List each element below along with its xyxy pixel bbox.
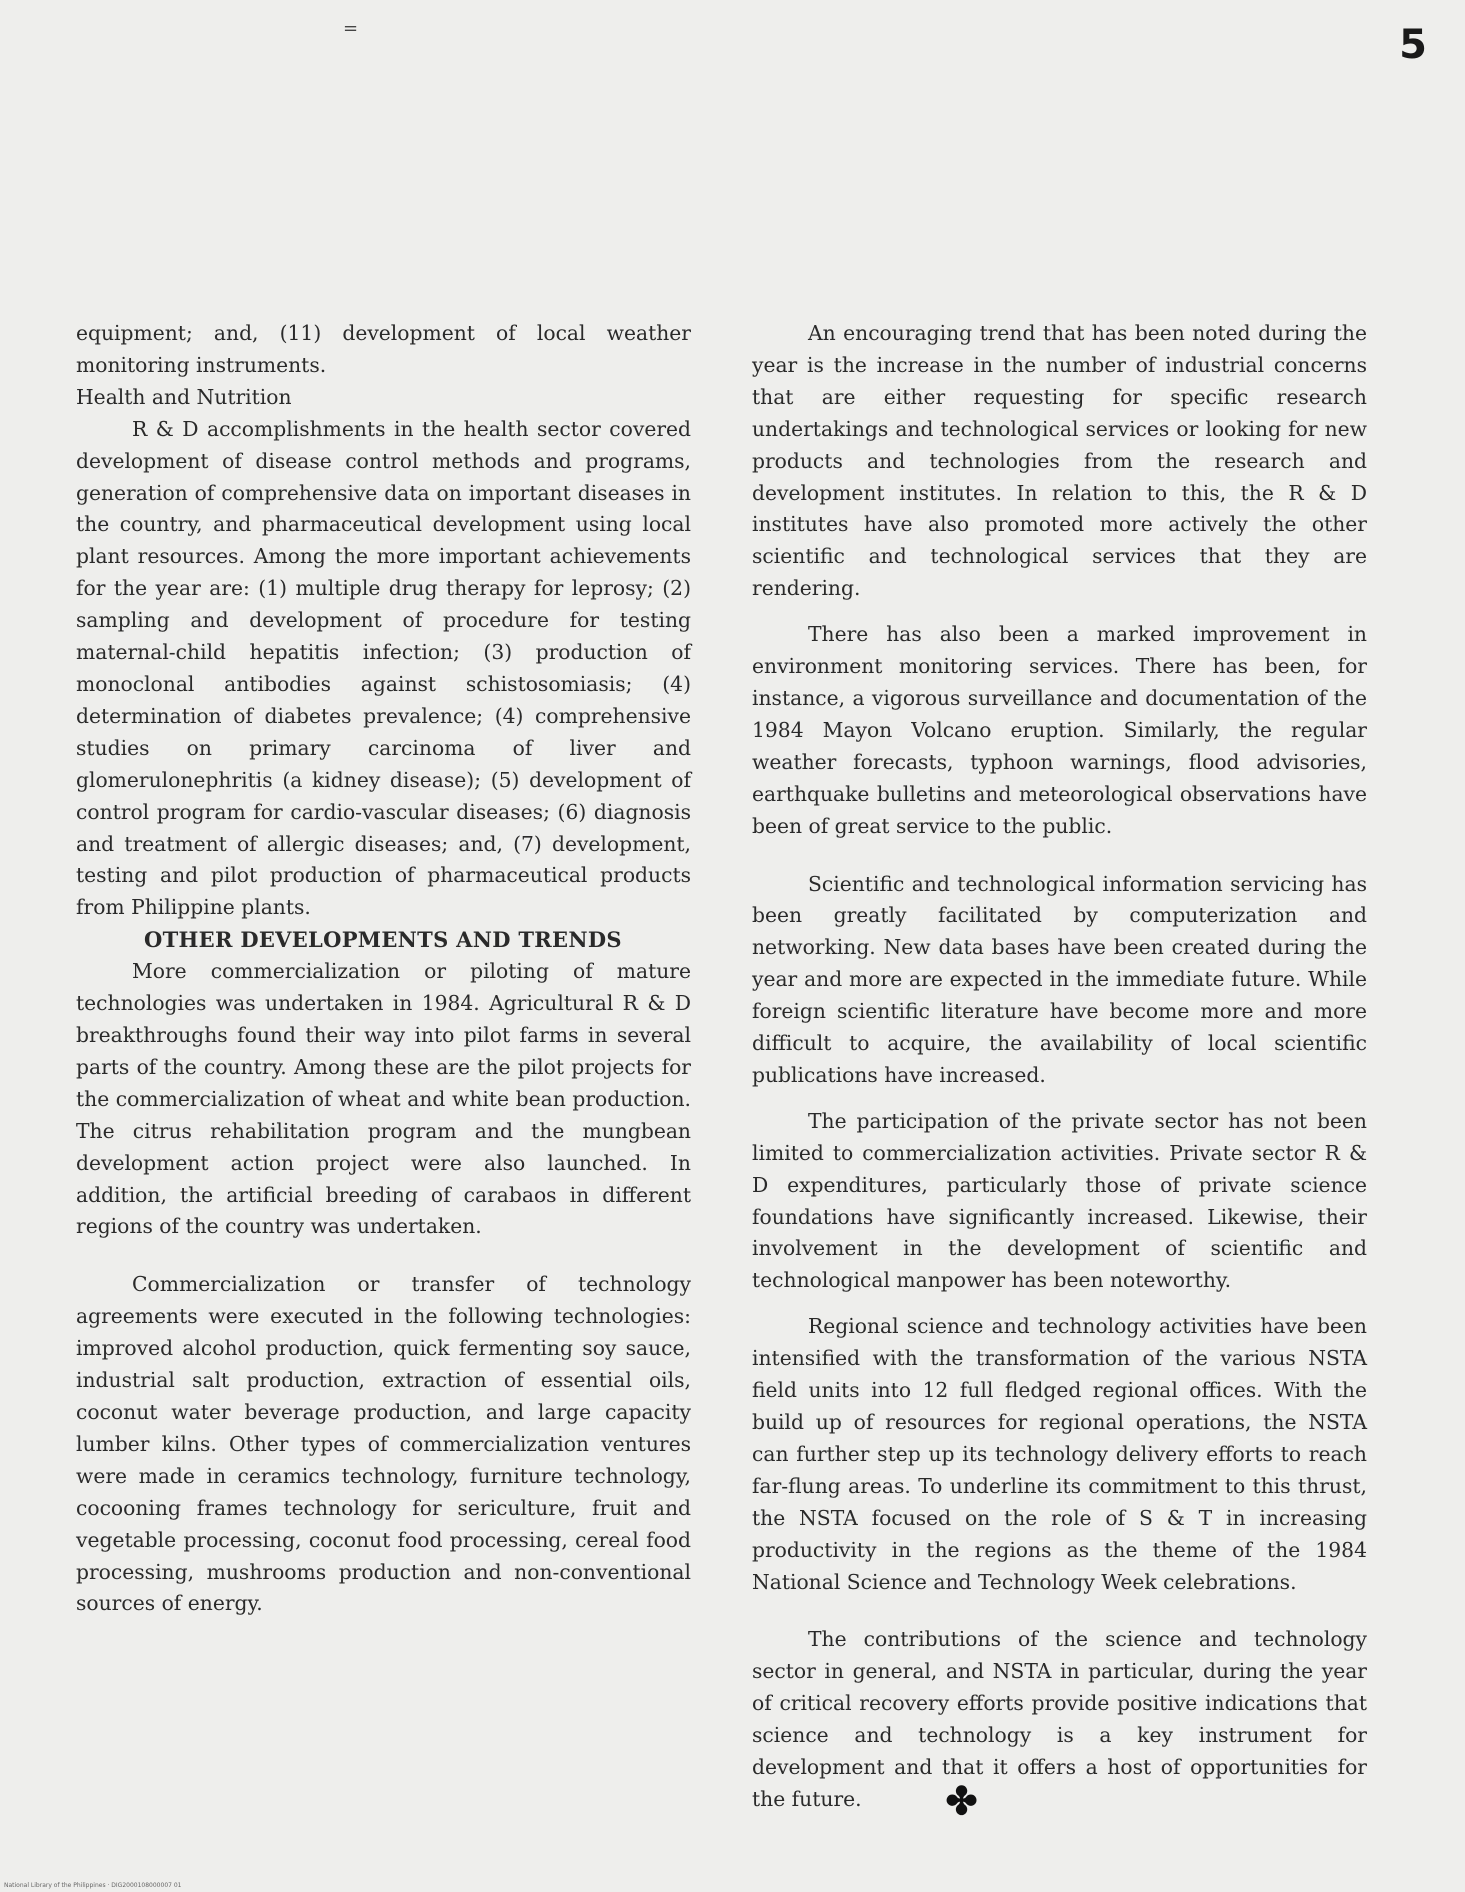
paragraph: More commercialization or piloting of mature technologies was undertaken in 1984. Agricultural R & D breakthroughs found their way into pilot farms in several parts of the country. Among these are the pilot projects for the commercialization of wheat and white bean production. The citrus rehabilitation program and the mungbean development action project were also launched. In addition, the artificial breeding of carabaos in different regions of the country was undertaken. bbox=[76, 959, 691, 1239]
paragraph: An encouraging trend that has been noted during the year is the increase in the number of industrial concerns that are either requesting for specific research undertakings and technological services or looking for new products and technologies from the research and development institutes. In relation to this, the R & D institutes have also promoted more actively the other scientific and technological services that they are rendering. bbox=[752, 321, 1367, 601]
top-mark: = bbox=[343, 18, 359, 39]
subheading-health-nutrition: Health and Nutrition bbox=[76, 384, 292, 409]
paragraph-last bbox=[752, 1624, 1367, 1823]
paragraph: R & D accomplishments in the health sector covered development of disease control methods and programs, generation of comprehensive data on important diseases in the country, and pharmaceutical development using local plant resources. Among the more important achievements for the year are: (1) multiple drug therapy for leprosy; (2) sampling and development of procedure for testing maternal-child hepatitis infection; (3) production of monoclonal antibodies against schistosomiasis; (4) determination of diabetes prevalence; (4) comprehensive studies on primary carcinoma of liver and glomerulonephritis (a kidney disease); (5) development of control program for cardio-vascular diseases; (6) diagnosis and treatment of allergic diseases; and, (7) development, testing and pilot production of pharmaceutical products from Philippine plants. bbox=[76, 416, 691, 920]
section-heading: OTHER DEVELOPMENTS AND TRENDS bbox=[144, 927, 622, 953]
paragraph: The participation of the private sector has not been limited to commercialization activities. Private sector R & D expenditures, particularly those of private science foundations have significantly increased. Likewise, their involvement in the development of scientific and technological manpower has been noteworthy. bbox=[752, 1108, 1367, 1293]
left-column bbox=[76, 318, 691, 1620]
paragraph: equipment; and, (11) development of local weather monitoring instruments. bbox=[76, 321, 691, 377]
end-mark-icon: ✤ bbox=[945, 1777, 978, 1823]
right-column bbox=[752, 318, 1367, 1823]
paragraph: Scientific and technological information servicing has been greatly facilitated by computerization and networking. New data bases have been created during the year and more are expected in the immediate future. While foreign scientific literature have become more and more difficult to acquire, the availability of local scientific publications have increased. bbox=[752, 871, 1367, 1087]
page-footer: National Library of the Philippines · DIG2000108000007 01 bbox=[4, 1882, 182, 1889]
paragraph: Regional science and technology activities have been intensified with the transformation of the various NSTA field units into 12 full fledged regional offices. With the build up of resources for regional operations, the NSTA can further step up its technology delivery efforts to reach far-flung areas. To underline its commitment to this thrust, the NSTA focused on the role of S & T in increasing productivity in the regions as the theme of the 1984 National Science and Technology Week celebrations. bbox=[752, 1314, 1367, 1594]
page-number: 5 bbox=[1399, 22, 1427, 68]
paragraph: Commercialization or transfer of technology agreements were executed in the following technologies: improved alcohol production, quick fermenting soy sauce, industrial salt production, extraction of essential oils, coconut water beverage production, and large capacity lumber kilns. Other types of commercialization ventures were made in ceramics technology, furniture technology, cocooning frames technology for sericulture, fruit and vegetable processing, coconut food processing, cereal food processing, mushrooms production and non-conventional sources of energy. bbox=[76, 1272, 691, 1616]
paragraph-text: The contributions of the science and technology sector in general, and NSTA in particular, during the year of critical recovery efforts provide positive indications that science and technology is a key instrument for development and that it offers a host of opportunities for the future. bbox=[752, 1627, 1367, 1811]
paragraph: There has also been a marked improvement in environment monitoring services. There has been, for instance, a vigorous surveillance and documentation of the 1984 Mayon Volcano eruption. Similarly, the regular weather forecasts, typhoon warnings, flood advisories, earthquake bulletins and meteorological observations have been of great service to the public. bbox=[752, 622, 1367, 838]
